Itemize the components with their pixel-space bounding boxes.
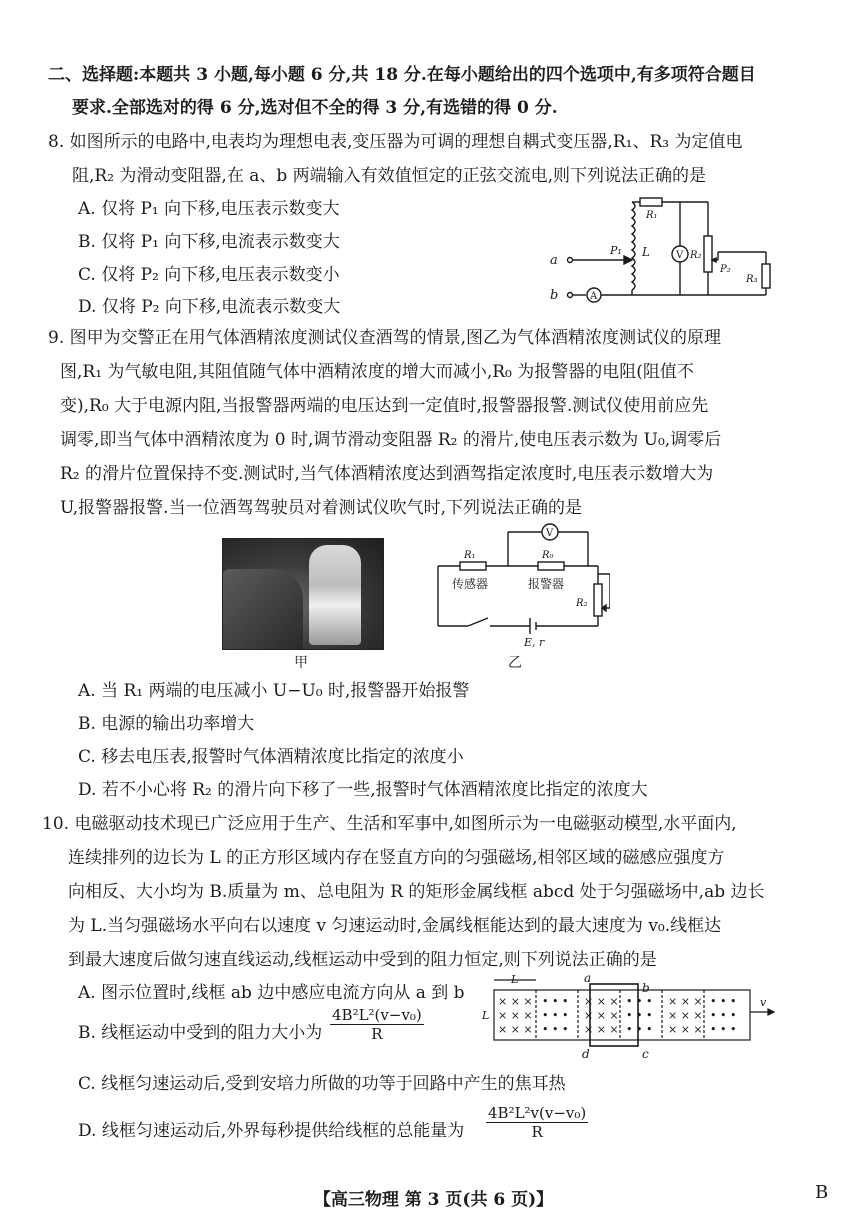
traffic-police-photo: [222, 538, 384, 650]
cross-row-2b: × × ×: [584, 1009, 619, 1022]
label-L-top: L: [511, 973, 519, 986]
label-V9: V: [546, 528, 554, 539]
cross-row-1b: × × ×: [584, 995, 619, 1008]
label-L-side: L: [482, 1009, 490, 1022]
q9-option-a: A. 当 R₁ 两端的电压减小 U−U₀ 时,报警器开始报警: [78, 681, 470, 701]
q9-stem-line3: 变),R₀ 大于电源内阻,当报警器两端的电压达到一定值时,报警器报警.测试仪使用前应先: [60, 396, 709, 416]
q10-stem-line5: 到最大速度后做匀速直线运动,线框运动中受到的阻力恒定,则下列说法正确的是: [68, 950, 657, 970]
label-R1-9: R₁: [464, 550, 476, 561]
cross-row-3b: × × ×: [584, 1023, 619, 1036]
label-d10: d: [582, 1047, 590, 1061]
label-a10: a: [584, 972, 592, 985]
section-heading-line2: 要求.全部选对的得 6 分,选对但不全的得 3 分,有选错的得 0 分.: [72, 98, 558, 118]
q10-option-d-fraction: [486, 1104, 588, 1141]
cross-row-3c: × × ×: [668, 1023, 703, 1036]
paper-version-mark: B: [815, 1182, 829, 1203]
q8-option-a: A. 仅将 P₁ 向下移,电压表示数变大: [78, 199, 340, 219]
q9-stem-line6: U,报警器报警.当一位酒驾驾驶员对着测试仪吹气时,下列说法正确的是: [60, 498, 582, 518]
q10-d-numerator: 4B²L²v(v−v₀): [488, 1104, 587, 1122]
page-footer: 【高三物理 第 3 页(共 6 页)】: [313, 1190, 554, 1210]
dot-row-2b: • • •: [626, 1009, 653, 1022]
q10-d-denominator: R: [531, 1123, 543, 1141]
fig-jia-caption: 甲: [294, 655, 308, 671]
q8-stem-line1: 8. 如图所示的电路中,电表均为理想电表,变压器为可调的理想自耦式变压器,R₁、R₃ 为定值电: [48, 132, 743, 152]
fig-yi-caption: 乙: [508, 655, 522, 671]
officer-shape: [309, 545, 361, 645]
label-A: A: [590, 291, 598, 302]
q8-circuit-diagram: [548, 192, 788, 312]
q10-stem-line1: 10. 电磁驱动技术现已广泛应用于生产、生活和军事中,如图所示为一电磁驱动模型,水平面内,: [42, 814, 737, 834]
q9-option-d: D. 若不小心将 R₂ 的滑片向下移了一些,报警时气体酒精浓度比指定的浓度大: [78, 780, 648, 800]
label-b10: b: [642, 981, 650, 995]
label-R0: R₀: [542, 550, 554, 561]
q9-circuit-diagram: [430, 518, 610, 658]
label-alarm: 报警器: [528, 577, 565, 591]
q9-stem-line1: 9. 图甲为交警正在用气体酒精浓度测试仪查酒驾的情景,图乙为气体酒精浓度测试仪的原理: [48, 328, 722, 348]
q10-option-b-fraction: [330, 1006, 424, 1043]
dot-row-2c: • • •: [710, 1009, 737, 1022]
q8-option-c: C. 仅将 P₂ 向下移,电压表示数变小: [78, 265, 340, 285]
cross-row-1c: × × ×: [668, 995, 703, 1008]
car-shape: [223, 569, 303, 649]
terminal-a: [568, 258, 573, 263]
q10-option-b-text: B. 线框运动中受到的阻力大小为: [78, 1023, 323, 1043]
label-P2: P₂: [720, 264, 731, 275]
label-R3: R₃: [746, 274, 758, 285]
section-heading-line1: 二、选择题:本题共 3 小题,每小题 6 分,共 18 分.在每小题给出的四个选项中,有多项符合题目: [48, 65, 756, 85]
q9-stem-line2: 图,R₁ 为气敏电阻,其阻值随气体中酒精浓度的增大而减小,R₀ 为报警器的电阻(阻值不: [60, 362, 694, 382]
dot-row-2a: • • •: [542, 1009, 569, 1022]
dot-row-1b: • • •: [626, 995, 653, 1008]
label-R2-9: R₂: [576, 598, 588, 609]
label-L: L: [642, 245, 650, 259]
cross-row-2a: × × ×: [498, 1009, 533, 1022]
q8-option-d: D. 仅将 P₂ 向下移,电流表示数变大: [78, 297, 341, 317]
dot-row-3b: • • •: [626, 1023, 653, 1036]
q10-stem-line3: 向相反、大小均为 B.质量为 m、总电阻为 R 的矩形金属线框 abcd 处于匀强磁场中,ab 边长: [68, 882, 765, 902]
q10-option-a: A. 图示位置时,线框 ab 边中感应电流方向从 a 到 b: [78, 983, 465, 1003]
q10-option-d-text: D. 线框匀速运动后,外界每秒提供给线框的总能量为: [78, 1121, 465, 1141]
q10-b-numerator: 4B²L²(v−v₀): [332, 1006, 422, 1024]
q10-b-denominator: R: [371, 1025, 383, 1043]
q10-magnetic-field-diagram: [478, 972, 778, 1062]
q8-option-b: B. 仅将 P₁ 向下移,电流表示数变大: [78, 232, 340, 252]
cross-row-2c: × × ×: [668, 1009, 703, 1022]
label-source: E, r: [524, 636, 545, 649]
dot-row-1c: • • •: [710, 995, 737, 1008]
q9-stem-line4: 调零,即当气体中酒精浓度为 0 时,调节滑动变阻器 R₂ 的滑片,使电压表示数为 U₀,调零后: [60, 430, 722, 450]
label-R1: R₁: [646, 210, 658, 221]
label-V: V: [676, 250, 684, 261]
label-c10: c: [642, 1047, 649, 1061]
q9-option-c: C. 移去电压表,报警时气体酒精浓度比指定的浓度小: [78, 747, 464, 767]
label-R2: R₂: [690, 250, 702, 261]
autotransformer-coil: [632, 202, 635, 290]
q10-stem-line4: 为 L.当匀强磁场水平向右以速度 v 匀速运动时,金属线框能达到的最大速度为 v₀.线框达: [68, 916, 722, 936]
label-a: a: [550, 253, 558, 268]
label-v10: v: [760, 996, 767, 1009]
terminal-b: [568, 293, 573, 298]
cross-row-1a: × × ×: [498, 995, 533, 1008]
label-P1: P₁: [610, 244, 622, 257]
dot-row-1a: • • •: [542, 995, 569, 1008]
q8-stem-line2: 阻,R₂ 为滑动变阻器,在 a、b 两端输入有效值恒定的正弦交流电,则下列说法正确的是: [72, 166, 707, 186]
cross-row-3a: × × ×: [498, 1023, 533, 1036]
q9-stem-line5: R₂ 的滑片位置保持不变.测试时,当气体酒精浓度达到酒驾指定浓度时,电压表示数增大为: [60, 464, 714, 484]
q10-option-c: C. 线框匀速运动后,受到安培力所做的功等于回路中产生的焦耳热: [78, 1074, 566, 1094]
q10-stem-line2: 连续排列的边长为 L 的正方形区域内存在竖直方向的匀强磁场,相邻区域的磁感应强度方: [68, 848, 725, 868]
dot-row-3a: • • •: [542, 1023, 569, 1036]
dot-row-3c: • • •: [710, 1023, 737, 1036]
label-sensor: 传感器: [452, 577, 489, 591]
q9-option-b: B. 电源的输出功率增大: [78, 714, 255, 734]
label-b: b: [550, 288, 559, 303]
